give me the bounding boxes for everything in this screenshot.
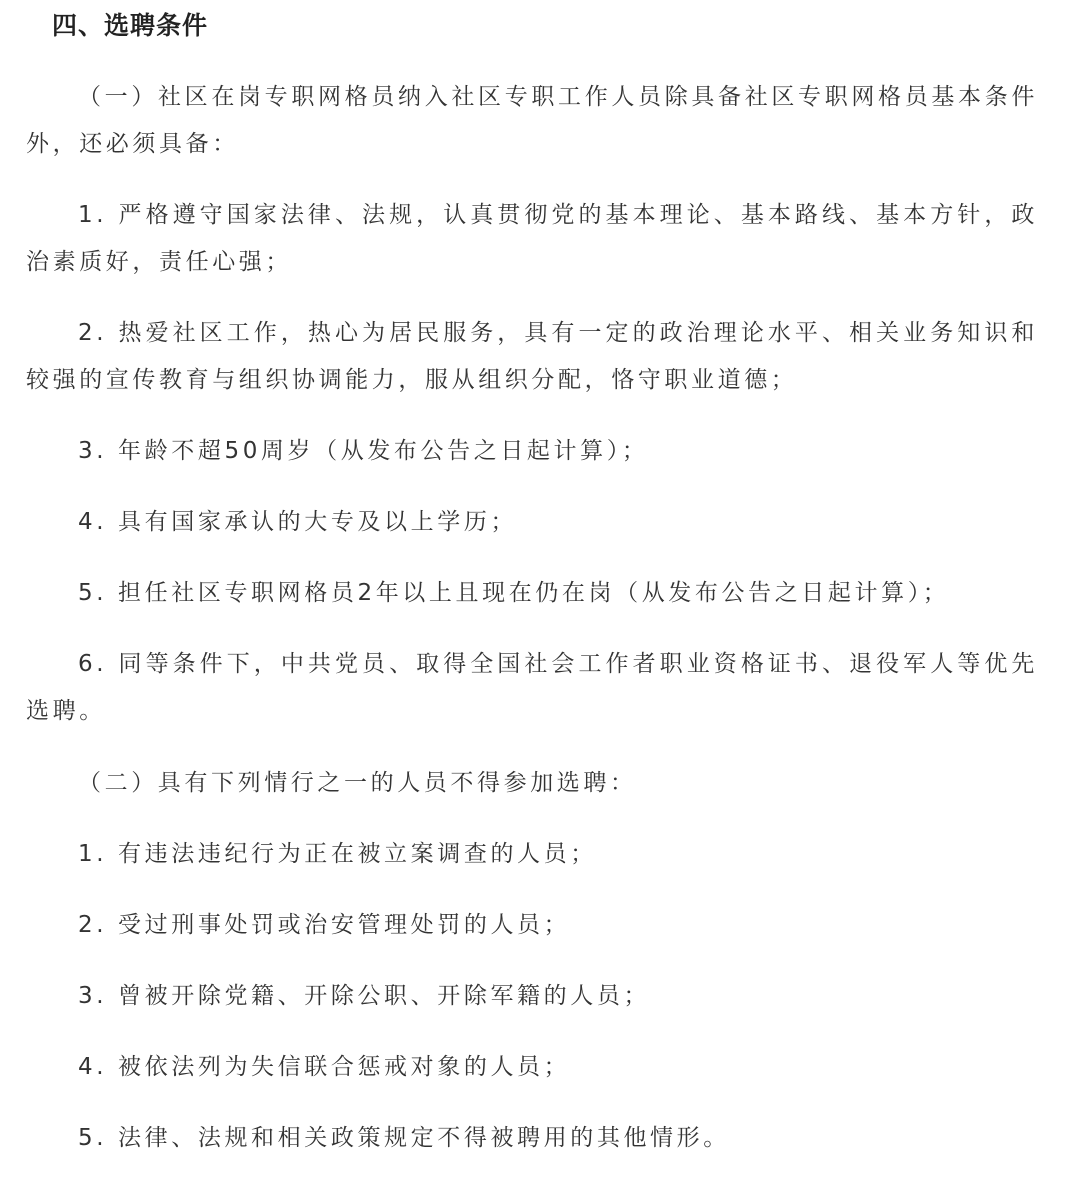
part2-item-1: 1. 有违法违纪行为正在被立案调查的人员； [78,841,597,867]
part1-item-6: 6. 同等条件下，中共党员、取得全国社会工作者职业资格证书、退役军人等优先选聘。 [26,651,1038,724]
part1-item-3: 3. 年龄不超50周岁（从发布公告之日起计算）； [78,438,649,464]
part2-item-3: 3. 曾被开除党籍、开除公职、开除军籍的人员； [78,983,651,1009]
part1-item-4: 4. 具有国家承认的大专及以上学历； [78,509,518,535]
part1-item-2: 2. 热爱社区工作，热心为居民服务，具有一定的政治理论水平、相关业务知识和较强的宣传教育与组织协调能力，服从组织分配，恪守职业道德； [26,320,1038,393]
part1-item-5: 5. 担任社区专职网格员2年以上且现在仍在岗（从发布公告之日起计算）； [78,580,950,606]
part2-intro: （二）具有下列情行之一的人员不得参加选聘： [78,770,637,796]
part1-item-1: 1. 严格遵守国家法律、法规，认真贯彻党的基本理论、基本路线、基本方针，政治素质好，责任心强； [26,202,1038,275]
part2-item-4: 4. 被依法列为失信联合惩戒对象的人员； [78,1054,571,1080]
part1-intro: （一）社区在岗专职网格员纳入社区专职工作人员除具备社区专职网格员基本条件外，还必须具备： [26,84,1038,157]
part2-item-5: 5. 法律、法规和相关政策规定不得被聘用的其他情形。 [78,1125,730,1151]
section-heading: 四、选聘条件 [52,11,209,40]
part2-item-2: 2. 受过刑事处罚或治安管理处罚的人员； [78,912,571,938]
